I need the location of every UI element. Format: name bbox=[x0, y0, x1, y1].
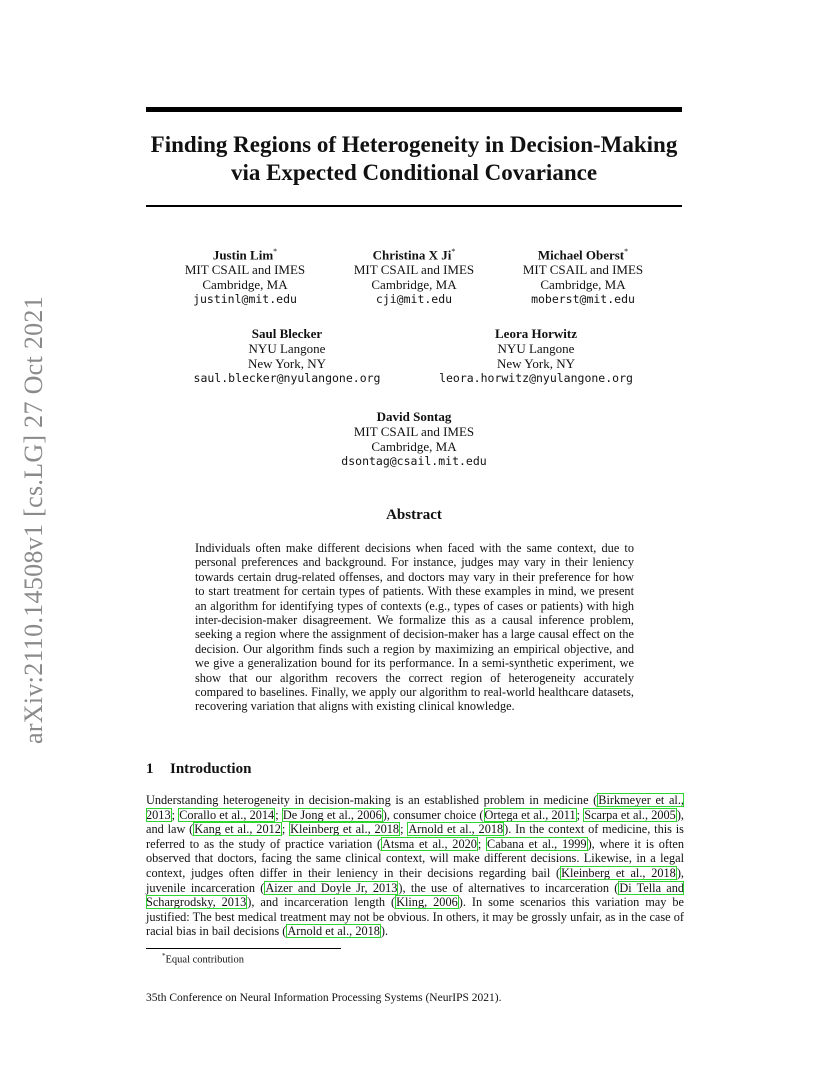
author-email[interactable]: moberst@mit.edu bbox=[531, 292, 635, 307]
section-heading bbox=[146, 761, 251, 778]
author-location: Cambridge, MA bbox=[540, 277, 626, 293]
author-email[interactable]: leora.horwitz@nyulangone.org bbox=[439, 371, 633, 385]
title-rule-bottom bbox=[146, 205, 682, 207]
citation-link[interactable]: Kang et al., 2012 bbox=[194, 822, 281, 837]
author-block-5 bbox=[421, 326, 651, 386]
author-block-1 bbox=[165, 244, 325, 307]
author-email[interactable]: dsontag@csail.mit.edu bbox=[341, 454, 487, 468]
introduction-paragraph: Understanding heterogeneity in decision-making is an established problem in medicine (Birkmeyer et al., 2013; Corallo et al., 2014; De Jong et al., 2006), consumer choice (Ortega et al., 2011; Scarpa et al., 2005), and law (Kang et al., 2012; Kleinberg et al., 2018; Arnold et al., 2018). In the context of medicine, this is referred to as the study of practice variation (Atsma et al., 2020; Cabana et al., 1999), where it is often observed that doctors, facing the same clinical context, will make different decisions. Likewise, in a legal context, judges often differ in their leniency in their decisions regarding bail (Kleinberg et al., 2018), juvenile incarceration (Aizer and Doyle Jr, 2013), the use of alternatives to incarceration (Di Tella and Schargrodsky, 2013), and incarceration length (Kling, 2006). In some scenarios this variation may be justified: The best medical treatment may not be obvious. In others, it may be grossly unfair, as in the case of racial bias in bail decisions (Arnold et al., 2018). bbox=[146, 793, 685, 939]
citation-link[interactable]: Kling, 2006 bbox=[396, 895, 458, 910]
author-block-2 bbox=[334, 244, 494, 307]
footnote bbox=[162, 952, 244, 966]
section-number: 1 bbox=[146, 761, 154, 777]
author-location: Cambridge, MA bbox=[202, 277, 288, 293]
title-line-2: via Expected Conditional Covariance bbox=[230, 160, 598, 185]
citation-link[interactable]: Ortega et al., 2011 bbox=[484, 807, 576, 822]
author-affiliation: NYU Langone bbox=[248, 341, 326, 356]
citation-link[interactable]: De Jong et al., 2006 bbox=[282, 807, 382, 822]
citation-link[interactable]: Birkmeyer et al., 2013 bbox=[146, 793, 684, 822]
author-affiliation: MIT CSAIL and IMES bbox=[184, 262, 306, 278]
citation-link[interactable]: Kleinberg et al., 2018 bbox=[290, 822, 400, 837]
author-location: New York, NY bbox=[496, 356, 575, 371]
author-affiliation: MIT CSAIL and IMES bbox=[353, 262, 475, 278]
title-line-1: Finding Regions of Heterogeneity in Decision-Making bbox=[150, 132, 678, 157]
footnote-rule bbox=[146, 948, 341, 949]
author-affiliation: MIT CSAIL and IMES bbox=[353, 424, 475, 439]
author-name: Saul Blecker bbox=[251, 326, 323, 341]
author-email[interactable]: saul.blecker@nyulangone.org bbox=[193, 371, 381, 385]
author-name: Christina X Ji* bbox=[372, 247, 456, 263]
author-name: Michael Oberst* bbox=[537, 247, 629, 263]
author-location: New York, NY bbox=[247, 356, 326, 371]
author-email[interactable]: justinl@mit.edu bbox=[193, 292, 297, 307]
paper-title bbox=[146, 131, 682, 187]
author-affiliation: MIT CSAIL and IMES bbox=[522, 262, 644, 278]
arxiv-identifier bbox=[14, 280, 54, 760]
author-name: David Sontag bbox=[376, 409, 452, 424]
author-location: Cambridge, MA bbox=[371, 439, 457, 454]
author-name: Leora Horwitz bbox=[495, 326, 577, 341]
citation-link[interactable]: Scarpa et al., 2005 bbox=[584, 807, 676, 822]
author-block-3 bbox=[503, 244, 663, 307]
citation-link[interactable]: Aizer and Doyle Jr, 2013 bbox=[265, 880, 398, 895]
citation-link[interactable]: Atsma et al., 2020 bbox=[382, 836, 477, 851]
author-block-4 bbox=[177, 326, 397, 386]
citation-link[interactable]: Di Tella and Schargrodsky, 2013 bbox=[146, 880, 685, 910]
arxiv-identifier-text: arXiv:2110.14508v1 [cs.LG] 27 Oct 2021 bbox=[19, 295, 48, 745]
citation-link[interactable]: Arnold et al., 2018 bbox=[408, 822, 504, 837]
abstract-heading: Abstract bbox=[386, 507, 442, 523]
citation-link[interactable]: Cabana et al., 1999 bbox=[487, 836, 587, 851]
footnote-text: Equal contribution bbox=[165, 954, 244, 966]
author-location: Cambridge, MA bbox=[371, 277, 457, 293]
citation-link[interactable]: Arnold et al., 2018 bbox=[287, 924, 380, 939]
title-rule-top bbox=[146, 107, 682, 112]
abstract-text: Individuals often make different decisions when faced with the same context, due to personal preferences and background. For instance, judges may vary in their leniency towards certain drug-related offenses, and doctors may vary in their preference for how to start treatment for certain types of patients. With these examples in mind, we present an algorithm for identifying types of contexts (e.g., types of cases or patients) with high inter-decision-maker disagreement. We formalize this as a causal inference problem, seeking a region where the assignment of decision-maker has a large causal effect on the decision. Our algorithm finds such a region by maximizing an empirical objective, and we give a generalization bound for its performance. In a semi-synthetic experiment, we show that our algorithm recovers the correct region of heterogeneity accurately compared to baselines. Finally, we apply our algorithm to real-world healthcare datasets, recovering variation that aligns with existing clinical knowledge. bbox=[195, 541, 634, 714]
author-name: Justin Lim* bbox=[212, 247, 278, 263]
author-block-6 bbox=[314, 409, 514, 469]
footnote-mark: * bbox=[162, 952, 166, 960]
section-title: Introduction bbox=[170, 761, 252, 777]
conference-note: 35th Conference on Neural Information Processing Systems (NeurIPS 2021). bbox=[146, 992, 502, 1004]
author-affiliation: NYU Langone bbox=[497, 341, 575, 356]
citation-link[interactable]: Corallo et al., 2014 bbox=[179, 807, 275, 822]
citation-link[interactable]: Kleinberg et al., 2018 bbox=[561, 865, 676, 880]
author-email[interactable]: cji@mit.edu bbox=[375, 292, 453, 307]
